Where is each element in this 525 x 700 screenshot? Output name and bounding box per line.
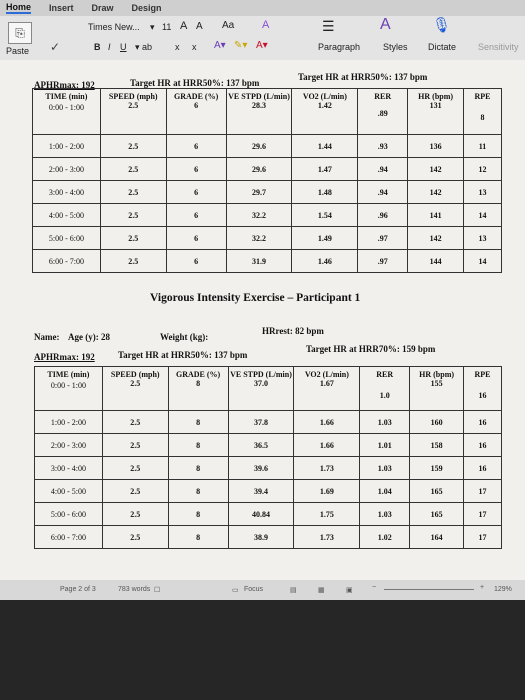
- table-cell: 16: [464, 411, 502, 434]
- table-2-body: [35, 411, 502, 549]
- header-vo2: VO2 (L/min): [304, 370, 349, 379]
- table-cell: 8: [168, 526, 228, 549]
- table-cell: 4:00 - 5:00: [35, 480, 103, 503]
- table-cell: 2.5: [102, 526, 168, 549]
- table-1-body: [33, 135, 502, 273]
- chevron-down-icon[interactable]: ▾: [150, 22, 155, 32]
- table-cell: 39.4: [228, 480, 294, 503]
- table-cell: 6: [194, 101, 199, 110]
- underline-button[interactable]: U: [120, 42, 127, 52]
- table-cell: 32.2: [226, 227, 292, 250]
- table-cell: 13: [464, 227, 502, 250]
- table-cell: 8: [480, 113, 485, 122]
- table-cell: 164: [410, 526, 464, 549]
- table-row: [33, 135, 502, 158]
- table-cell: 1.54: [292, 204, 358, 227]
- table-row: [33, 181, 502, 204]
- aphr-max-label: APHRmax: 192: [34, 80, 95, 90]
- styles-button[interactable]: Styles: [383, 42, 408, 52]
- section-title: Vigorous Intensity Exercise – Participant 1: [150, 292, 361, 304]
- table-row: [33, 204, 502, 227]
- decrease-font-icon[interactable]: A: [196, 21, 203, 32]
- paragraph-button[interactable]: Paragraph: [318, 42, 361, 52]
- dictate-button[interactable]: Dictate: [428, 42, 457, 52]
- table-cell: 8: [168, 411, 228, 434]
- proofing-icon[interactable]: ☐: [154, 587, 161, 594]
- table-cell-header: [294, 367, 360, 411]
- paste-button[interactable]: Paste: [6, 46, 30, 56]
- table-cell: 37.0: [253, 379, 268, 388]
- table-cell: 1.01: [360, 434, 410, 457]
- word-count[interactable]: 783 words: [118, 586, 151, 593]
- tab-insert[interactable]: Insert: [49, 3, 74, 13]
- table-cell-header: [100, 89, 166, 135]
- table-cell: 1.75: [294, 503, 360, 526]
- table-cell: 1.03: [360, 411, 410, 434]
- table-cell: 144: [408, 250, 464, 273]
- table-cell: 6: [166, 158, 226, 181]
- read-mode-icon[interactable]: ▣: [346, 587, 353, 594]
- table-cell: 165: [410, 480, 464, 503]
- table-cell: 142: [408, 181, 464, 204]
- header-grade: GRADE (%): [174, 92, 219, 101]
- table-cell-header: [226, 89, 292, 135]
- table-row: [35, 434, 502, 457]
- table-cell: 17: [464, 526, 502, 549]
- table-cell: 6: [166, 227, 226, 250]
- header-hr: HR (bpm): [418, 92, 454, 101]
- header-grade: GRADE (%): [176, 370, 221, 379]
- table-cell: 11: [464, 135, 502, 158]
- table-cell: .93: [358, 135, 408, 158]
- table-cell-header: [410, 367, 464, 411]
- clear-formatting-icon[interactable]: A: [262, 19, 270, 31]
- header-rpe: RPE: [474, 92, 491, 101]
- italic-button[interactable]: I: [108, 42, 111, 52]
- table-cell: 6: [166, 181, 226, 204]
- aphr-max-label-2: APHRmax: 192: [34, 352, 95, 362]
- document-page[interactable]: [0, 60, 525, 580]
- table-cell: .94: [358, 181, 408, 204]
- table-cell: 1.44: [292, 135, 358, 158]
- table-cell: 16: [464, 457, 502, 480]
- table-row: [35, 526, 502, 549]
- table-cell: 28.3: [252, 101, 266, 110]
- table-cell-header: [358, 89, 408, 135]
- text-effects-icon[interactable]: A▾: [214, 40, 226, 51]
- table-cell: 159: [410, 457, 464, 480]
- table-cell: 160: [410, 411, 464, 434]
- table-cell-header: [360, 367, 410, 411]
- table-cell: 1.49: [292, 227, 358, 250]
- superscript-icon[interactable]: x: [192, 42, 197, 52]
- table-cell: 1.47: [292, 158, 358, 181]
- table-cell: .97: [358, 250, 408, 273]
- header-time: TIME (min): [45, 92, 88, 101]
- zoom-level[interactable]: 129%: [494, 586, 512, 593]
- print-layout-icon[interactable]: ▤: [290, 587, 297, 594]
- target-hr-50-label-3: Target HR at HRR50%: 137 bpm: [118, 350, 248, 360]
- table-cell: 14: [464, 250, 502, 273]
- table-cell-header: [464, 89, 502, 135]
- status-bar: [0, 580, 525, 600]
- table-cell-header: [102, 367, 168, 411]
- table-header-row: [35, 367, 502, 411]
- table-cell: 6: [166, 250, 226, 273]
- table-cell: 2.5: [102, 434, 168, 457]
- tab-design[interactable]: Design: [131, 3, 162, 13]
- age-label: Age (y): 28: [68, 332, 110, 342]
- table-cell: 142: [408, 158, 464, 181]
- table-row: [33, 158, 502, 181]
- name-label[interactable]: Name:: [34, 332, 60, 342]
- table-cell: 14: [464, 204, 502, 227]
- table-row: [35, 411, 502, 434]
- table-cell-header: [464, 367, 502, 411]
- table-cell: 38.9: [228, 526, 294, 549]
- table-cell: 29.6: [226, 158, 292, 181]
- table-cell: .96: [358, 204, 408, 227]
- table-cell: 1.48: [292, 181, 358, 204]
- table-cell: 29.7: [226, 181, 292, 204]
- table-cell-header: [228, 367, 294, 411]
- table-cell: 155: [430, 379, 443, 388]
- table-1: [32, 88, 502, 273]
- table-cell: 1:00 - 2:00: [35, 411, 103, 434]
- table-cell: 1.66: [294, 411, 360, 434]
- table-cell: 1:00 - 2:00: [33, 135, 101, 158]
- table-cell: 142: [408, 227, 464, 250]
- table-row: [35, 457, 502, 480]
- table-cell: 2.5: [128, 101, 139, 110]
- bold-button[interactable]: B: [94, 42, 101, 52]
- table-cell: 8: [168, 480, 228, 503]
- weight-label: Weight (kg):: [160, 332, 209, 342]
- tab-draw[interactable]: Draw: [91, 3, 114, 13]
- font-size-dropdown[interactable]: 11: [162, 22, 172, 32]
- tab-home[interactable]: Home: [6, 2, 32, 12]
- table-cell: 2:00 - 3:00: [33, 158, 101, 181]
- table-cell: 17: [464, 480, 502, 503]
- paste-icon[interactable]: ⎘: [8, 22, 32, 44]
- header-time: TIME (min): [47, 370, 90, 379]
- table-cell: 5:00 - 6:00: [35, 503, 103, 526]
- table-cell: 2.5: [100, 158, 166, 181]
- table-cell: .97: [358, 227, 408, 250]
- table-cell: 6:00 - 7:00: [35, 526, 103, 549]
- table-cell: 31.9: [226, 250, 292, 273]
- table-cell: 136: [408, 135, 464, 158]
- table-cell: 37.8: [228, 411, 294, 434]
- table-cell: 2.5: [100, 181, 166, 204]
- table-cell: 4:00 - 5:00: [33, 204, 101, 227]
- table-cell: 6: [166, 135, 226, 158]
- strikethrough-icon[interactable]: ▾ ab: [135, 42, 153, 52]
- table-cell: 5:00 - 6:00: [33, 227, 101, 250]
- table-cell: 1.73: [294, 457, 360, 480]
- font-color-icon[interactable]: A▾: [256, 40, 268, 51]
- target-hr-50-label: Target HR at HRR50%: 137 bpm: [130, 78, 260, 88]
- table-cell: 36.5: [228, 434, 294, 457]
- table-cell: 2.5: [100, 204, 166, 227]
- table-cell: 1.42: [317, 101, 332, 110]
- table-cell-header: [408, 89, 464, 135]
- ribbon-tabs: [0, 0, 525, 16]
- table-cell: 8: [168, 503, 228, 526]
- header-ve-stpd: VE STPD (L/min): [228, 92, 290, 101]
- table-2: [34, 366, 502, 549]
- hr-rest-label: HRrest: 82 bpm: [262, 326, 324, 336]
- table-cell: 1.02: [360, 526, 410, 549]
- table-cell: 1.46: [292, 250, 358, 273]
- table-cell: 40.84: [228, 503, 294, 526]
- table-row: [33, 250, 502, 273]
- table-cell-header: [166, 89, 226, 135]
- format-painter-icon[interactable]: ✓: [49, 40, 61, 54]
- table-cell: 8: [196, 379, 201, 388]
- table-cell: 16: [464, 434, 502, 457]
- table-cell: 8: [168, 434, 228, 457]
- zoom-in-icon[interactable]: +: [480, 584, 485, 591]
- table-header-row: [33, 89, 502, 135]
- header-hr: HR (bpm): [419, 370, 455, 379]
- header-ve-stpd: VE STPD (L/min): [230, 370, 292, 379]
- table-cell: 3:00 - 4:00: [33, 181, 101, 204]
- table-cell: 2.5: [102, 480, 168, 503]
- table-cell-header: [292, 89, 358, 135]
- table-cell: 2.5: [102, 503, 168, 526]
- table-cell: 2.5: [102, 457, 168, 480]
- increase-font-icon[interactable]: A: [180, 20, 188, 32]
- table-cell: 165: [410, 503, 464, 526]
- focus-button[interactable]: Focus: [244, 586, 264, 593]
- web-layout-icon[interactable]: ▦: [318, 587, 325, 594]
- zoom-slider[interactable]: [384, 589, 474, 590]
- focus-icon[interactable]: ▭: [232, 587, 239, 594]
- table-row: [35, 503, 502, 526]
- target-hr-70-label: Target HR at HRR70%: 159 bpm: [306, 344, 436, 354]
- table-cell: 6: [166, 204, 226, 227]
- table-row: [35, 480, 502, 503]
- desk-background: [0, 600, 525, 700]
- table-cell: 1.03: [360, 503, 410, 526]
- microphone-icon[interactable]: 🎙: [432, 17, 452, 34]
- table-cell: 29.6: [226, 135, 292, 158]
- table-cell: 8: [168, 457, 228, 480]
- table-cell: 0:00 - 1:00: [48, 103, 84, 112]
- table-cell: 6:00 - 7:00: [33, 250, 101, 273]
- table-cell: 1.0: [379, 391, 390, 400]
- table-cell: 1.04: [360, 480, 410, 503]
- table-cell: 0:00 - 1:00: [50, 381, 86, 390]
- table-cell: 1.69: [294, 480, 360, 503]
- table-row: [33, 227, 502, 250]
- table-cell: 1.66: [294, 434, 360, 457]
- table-cell: 2.5: [100, 135, 166, 158]
- table-cell: 158: [410, 434, 464, 457]
- header-speed: SPEED (mph): [110, 370, 160, 379]
- table-cell: 39.6: [228, 457, 294, 480]
- table-cell: 3:00 - 4:00: [35, 457, 103, 480]
- header-rer: RER: [374, 92, 392, 101]
- ribbon-toolbar: [0, 16, 525, 61]
- table-cell-header: [33, 89, 101, 135]
- header-vo2: VO2 (L/min): [302, 92, 347, 101]
- table-cell: 16: [478, 391, 487, 400]
- table-cell: 1.67: [319, 379, 334, 388]
- table-cell: 2:00 - 3:00: [35, 434, 103, 457]
- font-name-dropdown[interactable]: Times New...: [88, 22, 140, 32]
- table-cell: 1.03: [360, 457, 410, 480]
- table-cell: 2.5: [100, 250, 166, 273]
- styles-icon[interactable]: A: [380, 16, 391, 33]
- table-cell: 141: [408, 204, 464, 227]
- page-count[interactable]: Page 2 of 3: [60, 586, 96, 593]
- table-cell-header: [168, 367, 228, 411]
- table-cell: 2.5: [130, 379, 141, 388]
- header-speed: SPEED (mph): [108, 92, 158, 101]
- subscript-icon[interactable]: x: [175, 42, 180, 52]
- table-cell: 13: [464, 181, 502, 204]
- sensitivity-button[interactable]: Sensitivity: [478, 42, 519, 52]
- table-cell: 1.73: [294, 526, 360, 549]
- header-rer: RER: [376, 370, 394, 379]
- table-cell: 12: [464, 158, 502, 181]
- table-cell: 17: [464, 503, 502, 526]
- table-cell: 32.2: [226, 204, 292, 227]
- table-cell: 2.5: [100, 227, 166, 250]
- table-cell: 2.5: [102, 411, 168, 434]
- highlight-icon[interactable]: ✎▾: [234, 40, 248, 51]
- table-cell: .94: [358, 158, 408, 181]
- table-cell: 131: [429, 101, 442, 110]
- header-rpe: RPE: [474, 370, 491, 379]
- table-cell: .89: [377, 109, 388, 118]
- change-case-icon[interactable]: Aa: [222, 20, 235, 31]
- target-hr-50-label-2: Target HR at HRR50%: 137 bpm: [298, 72, 428, 82]
- paragraph-icon[interactable]: ☰: [322, 18, 335, 34]
- zoom-out-icon[interactable]: −: [372, 584, 377, 591]
- table-cell-header: [35, 367, 103, 411]
